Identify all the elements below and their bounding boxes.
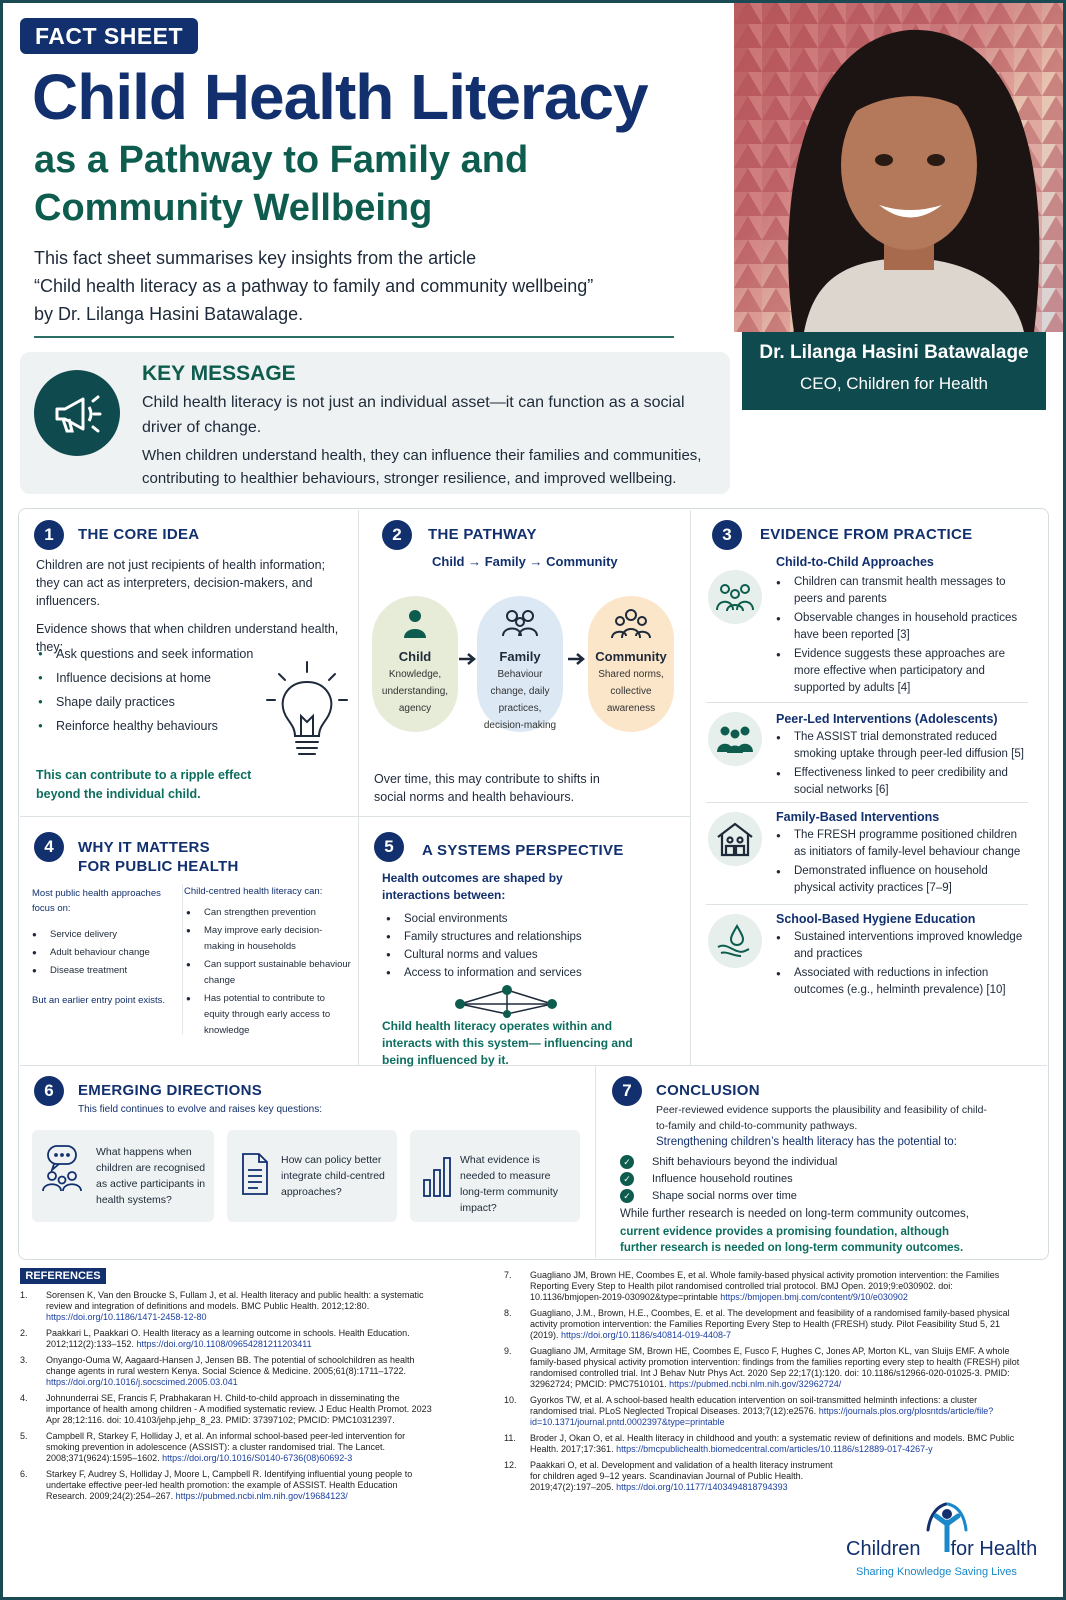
megaphone-icon: [34, 370, 120, 456]
family-home-icon: [708, 812, 762, 866]
list-item: ● Reinforce healthy behaviours: [38, 717, 278, 735]
fact-sheet-badge: FACT SHEET: [20, 18, 198, 54]
why-left-head: Most public health approaches focus on:: [32, 888, 161, 914]
section-title-core-idea: THE CORE IDEA: [78, 526, 200, 543]
list-item: ● Adult behaviour change: [32, 944, 182, 962]
question-card-3: [410, 1130, 580, 1222]
reference-link[interactable]: https://pubmed.ncbi.nlm.nih.gov/19684123/: [175, 1491, 348, 1501]
why-left-footer: But an earlier entry point exists.: [32, 995, 166, 1006]
list-item: ● Social environments: [386, 910, 646, 928]
reference-item: [20, 1328, 440, 1350]
author-name: Dr. Lilanga Hasini Batawalage: [759, 342, 1029, 363]
evidence-sub-peer-led: Peer-Led Interventions (Adolescents): [776, 712, 998, 726]
reference-link[interactable]: https://doi.org/10.1186/1471-2458-12-80: [46, 1312, 207, 1322]
reference-text: Starkey F, Audrey S, Holliday J, Moore L, Campbell R. Identifying influential young people to undertake effective peer-led health promotion: the example of ASSIST. Health Education Research. 2009;24(2):254–267.: [46, 1469, 413, 1501]
question-text-2: How can policy better integrate child-centred approaches?: [281, 1154, 385, 1198]
pathway-flow: Child → Family → Community: [432, 554, 618, 569]
logo-name-b: for Health: [950, 1538, 1038, 1560]
evidence-list-peer-led: [776, 729, 1036, 799]
bar-chart-icon: [422, 1154, 452, 1198]
section-title-systems: A SYSTEMS PERSPECTIVE: [422, 842, 624, 859]
check-item-text: Shape social norms over time: [652, 1190, 797, 1202]
reference-link[interactable]: https://doi.org/10.1016/S0140-6736(08)60692-3: [162, 1453, 353, 1463]
reference-text: Campbell R, Starkey F, Holliday J, et al. An informal school-based peer-led intervention for smoking prevention in adolescence (ASSIST): a cluster randomised trial. The Lancet. 2008;371(9624):1595–1602.: [46, 1431, 406, 1463]
key-message-text-1: Child health literacy is not just an individual asset—it can function as a social driver of change.: [142, 394, 685, 436]
section-title-evidence: EVIDENCE FROM PRACTICE: [760, 526, 973, 543]
reference-number: 10.: [504, 1395, 517, 1405]
divider: [182, 884, 183, 1034]
reference-link[interactable]: https://journals.plos.org/plosntds/article/file?id=10.1371/journal.pntd.0002397&type=printable: [530, 1406, 994, 1427]
evidence-list-child-to-child: [776, 574, 1026, 697]
reference-number: 5.: [20, 1431, 28, 1441]
page-title: Child Health Literacy: [32, 61, 648, 133]
divider: [595, 1066, 596, 1258]
section-number-2: 2: [382, 520, 412, 550]
list-item: ● Family structures and relationships: [386, 928, 646, 946]
chat-people-icon: [40, 1144, 86, 1192]
reference-text: Johnunderrai SE, Francis F, Prabhakaran H. Child-to-child approach in disseminating the importance of health among children - A modified systematic review. J Educ Health Promot. 2023 Apr 28;12:116. doi: 10.4103/jehp.jehp_8_23. PMID: 37397102; PMCID: PMC10312397.: [46, 1393, 432, 1425]
key-message-title: KEY MESSAGE: [142, 362, 296, 385]
systems-footer: Child health literacy operates within and interacts with this system— influencing and being influenced by it.: [382, 1019, 633, 1067]
pathway-community-desc: Shared norms, collective awareness: [598, 669, 664, 714]
reference-item: [504, 1395, 1024, 1428]
list-item: ● Cultural norms and values: [386, 946, 646, 964]
key-message-text-2: When children understand health, they can influence their families and communities, contributing to healthier behaviours, stronger resilience, and improved wellbeing.: [142, 447, 702, 487]
why-left-list: [32, 926, 182, 980]
children-for-health-logo: [846, 1500, 1056, 1590]
why-right-head: Child-centred health literacy can:: [184, 886, 323, 897]
author-caption: [742, 332, 1046, 410]
reference-text: Broder J, Okan O, et al. Health literacy in childhood and youth: a systematic review of definitions and models. BMC Public Health. 2017;17:361.: [530, 1433, 1015, 1454]
list-item: ● Access to information and services: [386, 964, 646, 982]
intro-line-1: This fact sheet summarises key insights from the article: [34, 248, 477, 268]
evidence-sub-family-based: Family-Based Interventions: [776, 810, 940, 824]
reference-link[interactable]: https://bmcpublichealth.biomedcentral.com/articles/10.1186/s12889-017-4267-y: [616, 1444, 933, 1454]
check-icon: ✓: [620, 1155, 634, 1169]
conclusion-checklist: [620, 1154, 837, 1205]
key-message-box: [20, 352, 730, 494]
reference-item: [20, 1290, 440, 1323]
reference-item: [504, 1433, 1024, 1455]
question-card-2: [227, 1130, 397, 1222]
arrow-right-icon: [458, 652, 478, 666]
reference-number: 1.: [20, 1290, 28, 1300]
family-icon: [500, 608, 540, 640]
reference-text: Guagliano JM, Armitage SM, Brown HE, Coombes E, Fusco F, Hughes C, Jones AP, Morton KL, van Sluijs EMF. A whole family-based physical activity promotion intervention: findings from the families reporting every step to health (FRESH) pilot randomised controlled trial. Int J Behav Nutr Phys Act. 2020 Sep 22;17(1):120. doi: 10.1186/s12966-020-01025-3. PMID: 32962724; PMCID: PMC7510101.: [530, 1346, 1020, 1389]
section-number-1: 1: [34, 520, 64, 550]
divider: [20, 816, 690, 817]
reference-item: [504, 1460, 834, 1493]
author-portrait-illustration: [734, 0, 1066, 332]
divider: [706, 802, 1028, 803]
reference-number: 12.: [504, 1460, 517, 1470]
reference-link[interactable]: https://doi.org/10.1016/j.socscimed.2005.03.041: [46, 1377, 238, 1387]
emerging-sub: This field continues to evolve and raises key questions:: [78, 1104, 323, 1115]
section-number-4: 4: [34, 832, 64, 862]
check-item-text: Shift behaviours beyond the individual: [652, 1156, 838, 1168]
reference-text: Paakkari O, et al. Development and validation of a health literacy instrument for children aged 9–12 years. Scandinavian Journal of Public Health. 2019;47(2):197–205.: [530, 1460, 833, 1492]
why-title-line-2: FOR PUBLIC HEALTH: [78, 858, 239, 875]
child-icon: [402, 608, 428, 640]
check-icon: ✓: [620, 1172, 634, 1186]
arrow-right-icon: [567, 652, 587, 666]
why-right-list: [186, 905, 352, 1039]
section-number-3: 3: [712, 520, 742, 550]
reference-item: [504, 1308, 1024, 1341]
section-title-emerging: EMERGING DIRECTIONS: [78, 1082, 263, 1099]
section-title-pathway: THE PATHWAY: [428, 526, 537, 543]
pathway-child-title: Child: [398, 649, 432, 664]
reference-item: [20, 1355, 440, 1388]
core-idea-list: [38, 645, 278, 735]
references-column-left: [20, 1290, 440, 1507]
reference-number: 6.: [20, 1469, 28, 1479]
section-title-why-it-matters: [78, 838, 239, 876]
reference-item: [504, 1270, 1024, 1303]
author-role: CEO, Children for Health: [799, 374, 989, 393]
intro-divider: [34, 336, 674, 338]
logo-name: [846, 1538, 1037, 1561]
check-item: [620, 1154, 837, 1171]
list-item: ● Sustained interventions improved knowledge and practices: [776, 929, 1036, 963]
list-item: ● Service delivery: [32, 926, 182, 944]
children-group-icon: [708, 570, 762, 624]
reference-link[interactable]: https://bmjopen.bmj.com/content/9/10/e030902: [720, 1292, 908, 1302]
pathway-family-desc: Behaviour change, daily practices, decision-making: [483, 669, 557, 731]
list-item: ● The ASSIST trial demonstrated reduced smoking uptake through peer-led diffusion [5]: [776, 729, 1036, 763]
section-number-5: 5: [374, 832, 404, 862]
document-icon: [241, 1152, 269, 1196]
list-item: ● Shape daily practices: [38, 693, 278, 711]
divider: [358, 510, 359, 1065]
intro-text: [34, 244, 694, 328]
list-item: ● Influence decisions at home: [38, 669, 278, 687]
reference-number: 9.: [504, 1346, 512, 1356]
list-item: ● The FRESH programme positioned children as initiators of family-level behaviour change: [776, 827, 1026, 861]
intro-line-2: “Child health literacy as a pathway to family and community wellbeing”: [34, 276, 594, 296]
reference-number: 7.: [504, 1270, 512, 1280]
check-item: [620, 1171, 837, 1188]
network-icon: [452, 984, 562, 1018]
pathway-family-title: Family: [499, 649, 541, 664]
section-number-6: 6: [34, 1076, 64, 1106]
reference-text: Sorensen K, Van den Broucke S, Fullam J, et al. Health literacy and public health: a systematic review and integration of definitions and models. BMC Public Health. 2012;12:80.: [46, 1290, 424, 1311]
list-item: ● Disease treatment: [32, 962, 182, 980]
list-item: ● Evidence suggests these approaches are more effective when participatory and supported by adults [4]: [776, 646, 1026, 697]
pathway-community: [588, 596, 674, 732]
reference-item: [20, 1469, 440, 1502]
question-text-1: What happens when children are recognised as active participants in health systems?: [96, 1146, 206, 1206]
core-idea-evidence: Evidence shows that when children understand health, they:: [36, 622, 339, 654]
peers-icon: [708, 712, 762, 766]
list-item: ● Ask questions and seek information: [38, 645, 278, 663]
page-subtitle: as a Pathway to Family and Community Wellbeing: [34, 139, 529, 229]
evidence-list-school-based: [776, 929, 1036, 999]
why-title-line-1: WHY IT MATTERS: [78, 839, 210, 856]
reference-text: Guagliano JM, Brown HE, Coombes E, et al. Whole family-based physical activity promotion intervention: the Families Reporting Every Step to Health pilot randomised controlled trial protocol. BMJ Open. 2019;9:e030902. doi: 10.1136/bmjopen-2019-030902&type=printable: [530, 1270, 1000, 1302]
core-idea-footer: This can contribute to a ripple effect beyond the individual child.: [36, 768, 252, 801]
community-icon: [611, 608, 651, 640]
list-item: ● May improve early decision-making in households: [186, 923, 352, 955]
check-item-text: Influence household routines: [652, 1173, 793, 1185]
systems-head: Health outcomes are shaped by interactions between:: [382, 871, 563, 902]
author-photo: [734, 0, 1066, 332]
references-title: REFERENCES: [20, 1268, 106, 1284]
reference-text: Paakkari L, Paakkari O. Health literacy as a learning outcome in schools. Health Education. 2012;112(2):133–152.: [46, 1328, 410, 1349]
list-item: ● Can strengthen prevention: [186, 905, 352, 921]
list-item: ● Can support sustainable behaviour change: [186, 957, 352, 989]
reference-number: 4.: [20, 1393, 28, 1403]
pathway-footer: Over time, this may contribute to shifts in social norms and health behaviours.: [374, 772, 600, 804]
references-column-right: [504, 1270, 1024, 1498]
intro-line-3: by Dr. Lilanga Hasini Batawalage.: [34, 304, 304, 324]
section-number-7: 7: [612, 1076, 642, 1106]
reference-number: 8.: [504, 1308, 512, 1318]
evidence-list-family-based: [776, 827, 1026, 897]
pathway-child: [372, 596, 458, 732]
list-item: ● Associated with reductions in infection outcomes (e.g., helminth prevalence) [10]: [776, 965, 1036, 999]
list-item: ● Effectiveness linked to peer credibility and social networks [6]: [776, 765, 1036, 799]
logo-name-a: Children: [846, 1538, 921, 1560]
reference-link[interactable]: https://doi.org/10.1177/1403494818794393: [616, 1482, 788, 1492]
conclusion-intro: Peer-reviewed evidence supports the plausibility and feasibility of child-to-family and child-to-community pathways.: [656, 1104, 987, 1132]
conclusion-note: While further research is needed on long-term community outcomes,: [620, 1208, 969, 1220]
reference-text: Guagliano, J.M., Brown, H.E., Coombes, E. et al. The development and feasibility of a randomised family-based physical activity promotion intervention: the Families Reporting Every Step to Health (FRESH) study. Pilot Feasibility Stud 5, 21 (2019).: [530, 1308, 1010, 1340]
reference-text: Onyango-Ouma W, Aagaard-Hansen J, Jensen BB. The potential of schoolchildren as health change agents in rural western Kenya. Social Science & Medicine. 2005;61(8):1711–1722.: [46, 1355, 415, 1376]
conclusion-lead: Strengthening children’s health literacy has the potential to:: [656, 1136, 957, 1148]
reference-number: 2.: [20, 1328, 28, 1338]
reference-item: [20, 1431, 440, 1464]
reference-text: Gyorkos TW, et al. A school-based health education intervention on soil-transmitted helminth infections: a cluster randomised trial. PLoS Neglected Tropical Diseases. 2013;7(12):e2576.: [530, 1395, 978, 1416]
list-item: ● Demonstrated influence on household physical activity practices [7–9]: [776, 863, 1026, 897]
reference-link[interactable]: https://doi.org/10.1186/s40814-019-4408-7: [561, 1330, 732, 1340]
evidence-sub-school-based: School-Based Hygiene Education: [776, 912, 976, 926]
systems-list: [386, 910, 646, 982]
reference-number: 3.: [20, 1355, 28, 1365]
divider: [706, 702, 1028, 703]
conclusion-footer: current evidence provides a promising foundation, although further research is needed on long-term community outcomes.: [620, 1226, 964, 1254]
question-card-1: [32, 1130, 214, 1222]
reference-link[interactable]: https://doi.org/10.1108/09654281211203411: [136, 1339, 312, 1349]
evidence-sub-child-to-child: Child-to-Child Approaches: [776, 555, 934, 569]
reference-item: [20, 1393, 440, 1426]
reference-item: [504, 1346, 1024, 1390]
list-item: ● Children can transmit health messages to peers and parents: [776, 574, 1026, 608]
pathway-community-title: Community: [595, 649, 667, 664]
pathway-family: [477, 596, 563, 732]
question-text-3: What evidence is needed to measure long-term community impact?: [460, 1154, 559, 1214]
core-idea-intro: Children are not just recipients of health information; they can act as interpreters, decision-makers, and influencers.: [36, 558, 326, 608]
handwashing-icon: [708, 914, 762, 968]
list-item: ● Has potential to contribute to equity through early access to knowledge: [186, 991, 352, 1039]
lightbulb-icon: [265, 660, 349, 770]
logo-tagline: Sharing Knowledge Saving Lives: [856, 1566, 1017, 1578]
list-item: ● Observable changes in household practices have been reported [3]: [776, 610, 1026, 644]
reference-link[interactable]: https://pubmed.ncbi.nlm.nih.gov/32962724/: [669, 1379, 842, 1389]
check-item: [620, 1188, 837, 1205]
section-title-conclusion: CONCLUSION: [656, 1082, 760, 1099]
divider: [706, 904, 1028, 905]
reference-number: 11.: [504, 1433, 516, 1443]
pathway-child-desc: Knowledge, understanding, agency: [381, 669, 449, 714]
divider: [690, 510, 691, 1065]
check-icon: ✓: [620, 1189, 634, 1203]
